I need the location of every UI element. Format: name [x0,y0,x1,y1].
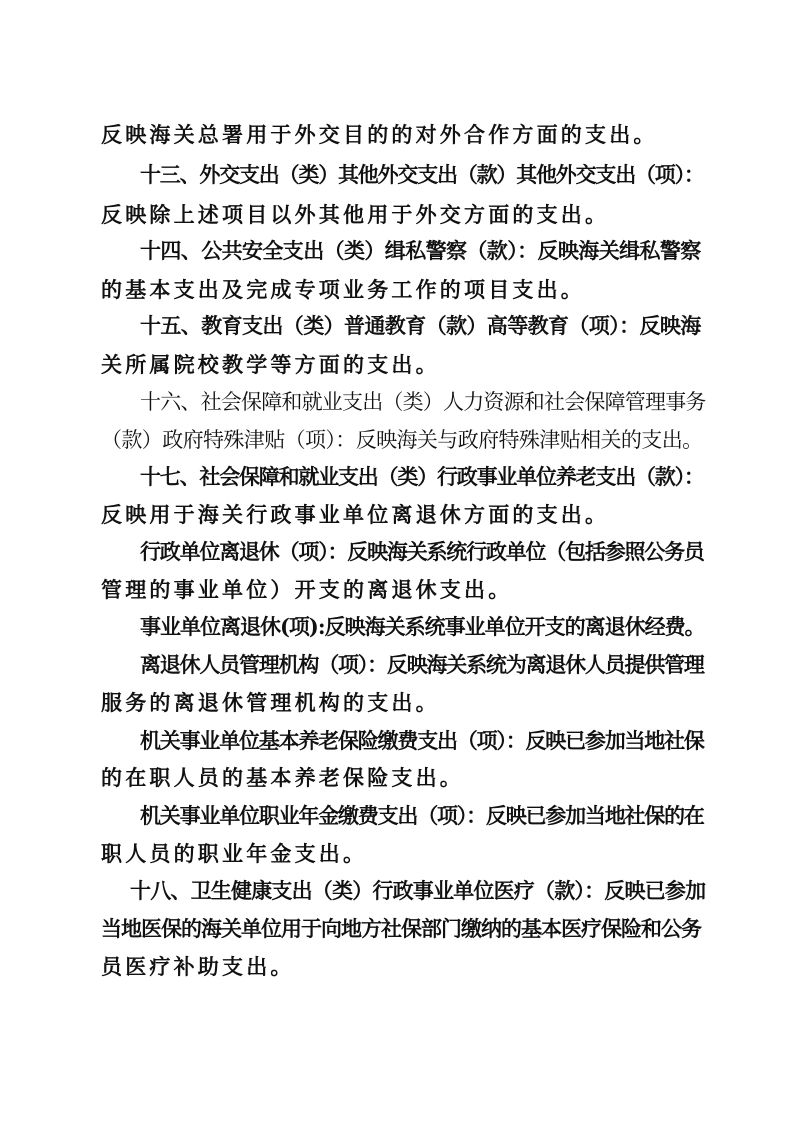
text-line: 员医疗补助支出。 [101,954,295,979]
text-line: 服务的离退休管理机构的支出。 [101,690,440,715]
subitem-line: 机关事业单位职业年金缴费支出（项）：反映已参加当地社保的在 [140,803,704,828]
text-line: 反映用于海关行政事业单位离退休方面的支出。 [101,502,610,527]
text-line: 反映海关总署用于外交目的的对外合作方面的支出。 [101,122,658,147]
subitem-line: 行政单位离退休（项）：反映海关系统行政单位（包括参照公务员 [140,539,704,564]
subitem-line: 离退休人员管理机构（项）：反映海关系统为离退休人员提供管理 [140,652,704,677]
text-line: 关所属院校教学等方面的支出。 [101,352,440,377]
heading-line-16: 十六、社会保障和就业支出（类）人力资源和社会保障管理事务 [140,390,706,414]
heading-line-13: 十三、外交支出（类）其他外交支出（款）其他外交支出（项）： [140,162,704,187]
text-line: 的基本支出及完成专项业务工作的项目支出。 [101,277,585,302]
heading-line-14: 十四、公共安全支出（类）缉私警察（款）：反映海关缉私警察 [140,238,701,263]
heading-line-15: 十五、教育支出（类）普通教育（款）高等教育（项）：反映海 [140,313,701,338]
text-line: 职人员的职业年金支出。 [101,841,368,866]
subitem-line: 机关事业单位基本养老保险缴费支出（项）：反映已参加当地社保 [140,728,704,753]
heading-line-17: 十七、社会保障和就业支出（类）行政事业单位养老支出（款）： [140,464,704,489]
text-line: （款）政府特殊津贴（项）：反映海关与政府特殊津贴相关的支出。 [101,428,703,452]
subitem-line: 事业单位离退休(项):反映海关系统事业单位开支的离退休经费。 [140,614,705,639]
text-line: 当地医保的海关单位用于向地方社保部门缴纳的基本医疗保险和公务 [101,916,701,941]
text-line: 的在职人员的基本养老保险支出。 [101,765,464,790]
text-line: 管理的事业单位）开支的离退休支出。 [101,577,513,602]
text-line: 反映除上述项目以外其他用于外交方面的支出。 [101,202,610,227]
heading-line-18: 十八、卫生健康支出（类）行政事业单位医疗（款）：反映已参加 [130,878,706,903]
